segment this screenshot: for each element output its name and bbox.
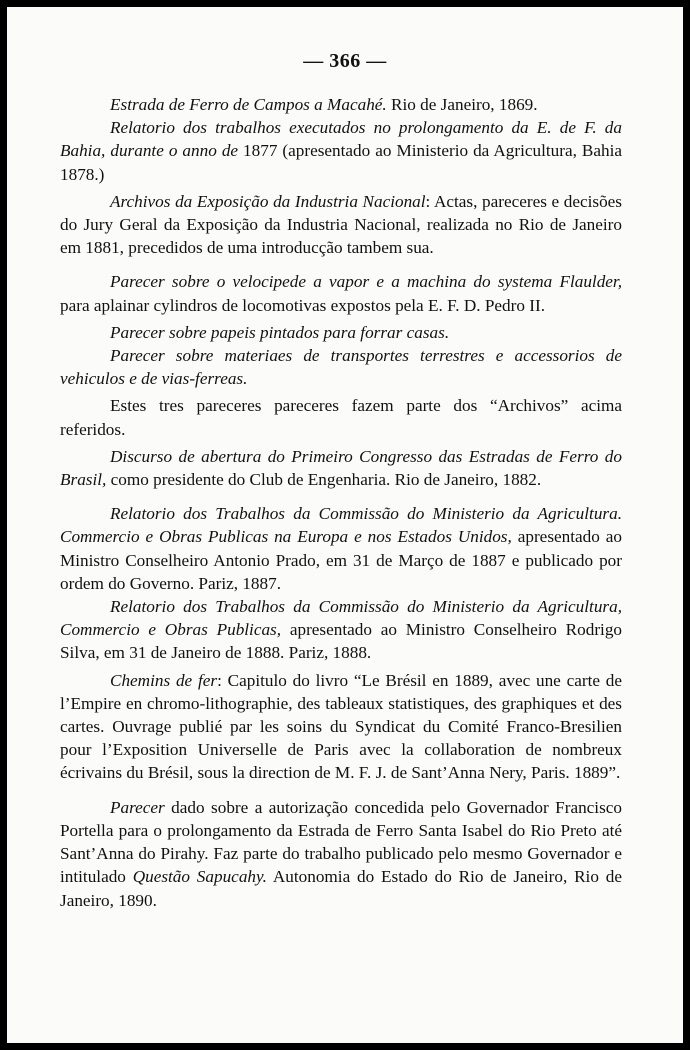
book-page bbox=[7, 7, 683, 1043]
entry-text: Estes tres pareceres pareceres fazem parte dos “Archivos” acima referidos. bbox=[60, 396, 622, 439]
entry-title: Discurso de abertura do Primeiro Congresso das Estradas de Ferro do Brasil, bbox=[60, 446, 622, 490]
entry-title: Parecer sobre materiaes de transportes terrestres e accessorios de vehiculos e de vias-ferreas. bbox=[60, 346, 622, 389]
entry-title: Relatorio dos Trabalhos da Commissão do Ministerio da Agricultura, Commercio e Obras Publicas, bbox=[60, 597, 622, 640]
entry-parecer-velocipede bbox=[60, 270, 622, 316]
page-number: — 366 — bbox=[303, 50, 387, 72]
entry-title-questao: Questão Sapucahy. bbox=[132, 867, 267, 887]
entry-text: para aplainar cylindros de locomotivas expostos pela E. F. D. Pedro II. bbox=[60, 295, 546, 315]
entry-title: Archivos da Exposição da Industria Nacional bbox=[110, 191, 426, 211]
entry-text: como presidente do Club de Engenharia. Rio de Janeiro, 1882. bbox=[106, 470, 542, 490]
entry-title: Parecer sobre papeis pintados para forrar casas. bbox=[110, 322, 450, 342]
entry-text: 1877 (apresentado ao Ministerio da Agricultura, Bahia 1878.) bbox=[60, 141, 622, 184]
entry-discurso bbox=[60, 445, 622, 491]
entry-text: : Capitulo do livro “Le Brésil en 1889, avec une carte de l’Empire en chromo-lithographie, des tableaux statistiques, des graphiques et des cartes. Ouvrage publié par les soins du Syndicat du Comité Franco-Bresilien pour l’Exposition Universelle de Paris avec la collaboration de nombreux écrivains du Brésil, sous la direction de M. F. J. de Sant’Anna Nery, Paris. 1889”. bbox=[60, 670, 622, 783]
entry-title: Chemins de fer bbox=[110, 670, 218, 690]
entry-text: Rio de Janeiro, 1869. bbox=[386, 95, 538, 114]
entry-parecer-papeis bbox=[60, 321, 622, 344]
entry-estes-pareceres bbox=[60, 394, 622, 440]
entry-relatorio-1888 bbox=[60, 595, 622, 665]
entry-relatorio-bahia bbox=[60, 116, 622, 186]
entry-parecer-autorizacao bbox=[60, 796, 622, 912]
entry-text: dado sobre a autorização concedida pelo Governador Francisco Portella para o prolongamento da Estrada de Ferro Santa Isabel do Rio Preto até Sant’Anna do Pirahy. Faz parte do trabalho publicado pelo mesmo Governador e intitulado bbox=[60, 797, 622, 887]
page-body bbox=[60, 93, 622, 912]
entry-text: Autonomia do Estado do Rio de Janeiro, Rio de Janeiro, 1890. bbox=[60, 867, 622, 910]
entry-text: : Actas, pareceres e decisões do Jury Geral da Exposição da Industria Nacional, realizada no Rio de Janeiro em 1881, precedidos de uma introducção tambem sua. bbox=[60, 191, 622, 258]
entry-chemins-de-fer bbox=[60, 669, 622, 785]
entry-estrada-campos bbox=[60, 93, 622, 116]
entry-parecer-materiaes bbox=[60, 344, 622, 390]
entry-text: apresentado ao Ministro Conselheiro Rodrigo Silva, em 31 de Janeiro de 1888. Pariz, 1888. bbox=[60, 620, 623, 663]
entry-title: Parecer sobre o velocipede a vapor e a machina do systema Flaulder, bbox=[110, 272, 622, 292]
entry-relatorio-1887 bbox=[60, 502, 622, 595]
entry-title: Estrada de Ferro de Campos a Macahé. bbox=[110, 95, 387, 114]
entry-title: Relatorio dos Trabalhos da Commissão do Ministerio da Agricultura. Commercio e Obras Publicas na Europa e nos Estados Unidos, bbox=[60, 504, 622, 547]
entry-archivos bbox=[60, 190, 622, 260]
entry-title: Relatorio dos trabalhos executados no prolongamento da E. de F. da Bahia, durante o anno de bbox=[60, 118, 622, 161]
entry-title: Parecer bbox=[110, 797, 165, 817]
entry-text: apresentado ao Ministro Conselheiro Antonio Prado, em 31 de Março de 1887 e publicado por ordem do Governo. Pariz, 1887. bbox=[60, 527, 622, 593]
